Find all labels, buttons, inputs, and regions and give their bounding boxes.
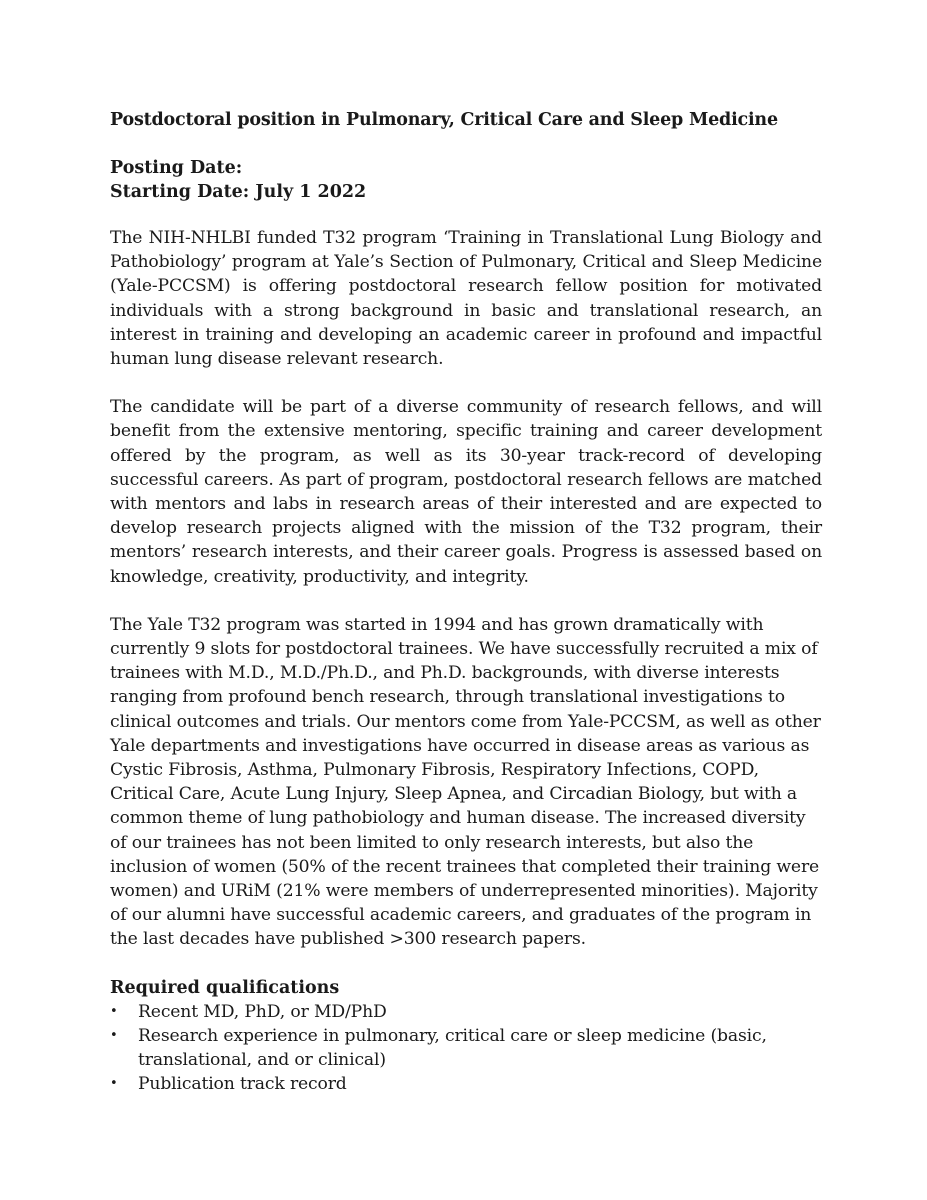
list-item: [110, 1024, 822, 1072]
document-page: [110, 108, 822, 1096]
bullet-icon: •: [110, 1003, 118, 1019]
posting-date: Posting Date:: [110, 158, 243, 178]
qualification-text: Research experience in pulmonary, critical care or sleep medicine (basic, translational, and or clinical): [138, 1025, 767, 1070]
starting-date: Starting Date: July 1 2022: [110, 182, 367, 202]
dates-block: [110, 156, 822, 204]
qualifications-list: [110, 1000, 822, 1096]
list-item: [110, 1000, 822, 1024]
paragraph-program-intro: The NIH-NHLBI funded T32 program ‘Training in Translational Lung Biology and Pathobiology’ program at Yale’s Section of Pulmonary, Critical and Sleep Medicine (Yale-PCCSM) is offering postdoctoral research fellow position for motivated individuals with a strong background in basic and translational research, an interest in training and developing an academic career in profound and impactful human lung disease relevant research.: [110, 228, 822, 370]
bullet-icon: •: [110, 1075, 118, 1091]
document-title: Postdoctoral position in Pulmonary, Critical Care and Sleep Medicine: [110, 110, 778, 130]
qualification-text: Publication track record: [138, 1073, 347, 1094]
list-item: [110, 1072, 822, 1096]
qualification-text: Recent MD, PhD, or MD/PhD: [138, 1001, 387, 1022]
paragraph-candidate: The candidate will be part of a diverse community of research fellows, and will benefit from the extensive mentoring, specific training and career development offered by the program, as well as its 30-year track-record of developing successful careers. As part of program, postdoctoral research fellows are matched with mentors and labs in research areas of their interested and are expected to develop research projects aligned with the mission of the T32 program, their mentors’ research interests, and their career goals. Progress is assessed based on knowledge, creativity, productivity, and integrity.: [110, 397, 822, 587]
qualifications-heading: Required qualifications: [110, 977, 340, 998]
bullet-icon: •: [110, 1027, 118, 1043]
paragraph-program-history: The Yale T32 program was started in 1994 and has grown dramatically with currently 9 slots for postdoctoral trainees. We have successfully recruited a mix of trainees with M.D., M.D./Ph.D., and Ph.D. backgrounds, with diverse interests ranging from profound bench research, through translational investigations to clinical outcomes and trials. Our mentors come from Yale-PCCSM, as well as other Yale departments and investigations have occurred in disease areas as various as Cystic Fibrosis, Asthma, Pulmonary Fibrosis, Respiratory Infections, COPD, Critical Care, Acute Lung Injury, Sleep Apnea, and Circadian Biology, but with a common theme of lung pathobiology and human disease. The increased diversity of our trainees has not been limited to only research interests, but also the inclusion of women (50% of the recent trainees that completed their training were women) and URiM (21% were members of underrepresented minorities). Majority of our alumni have successful academic careers, and graduates of the program in the last decades have published >300 research papers.: [110, 614, 821, 950]
